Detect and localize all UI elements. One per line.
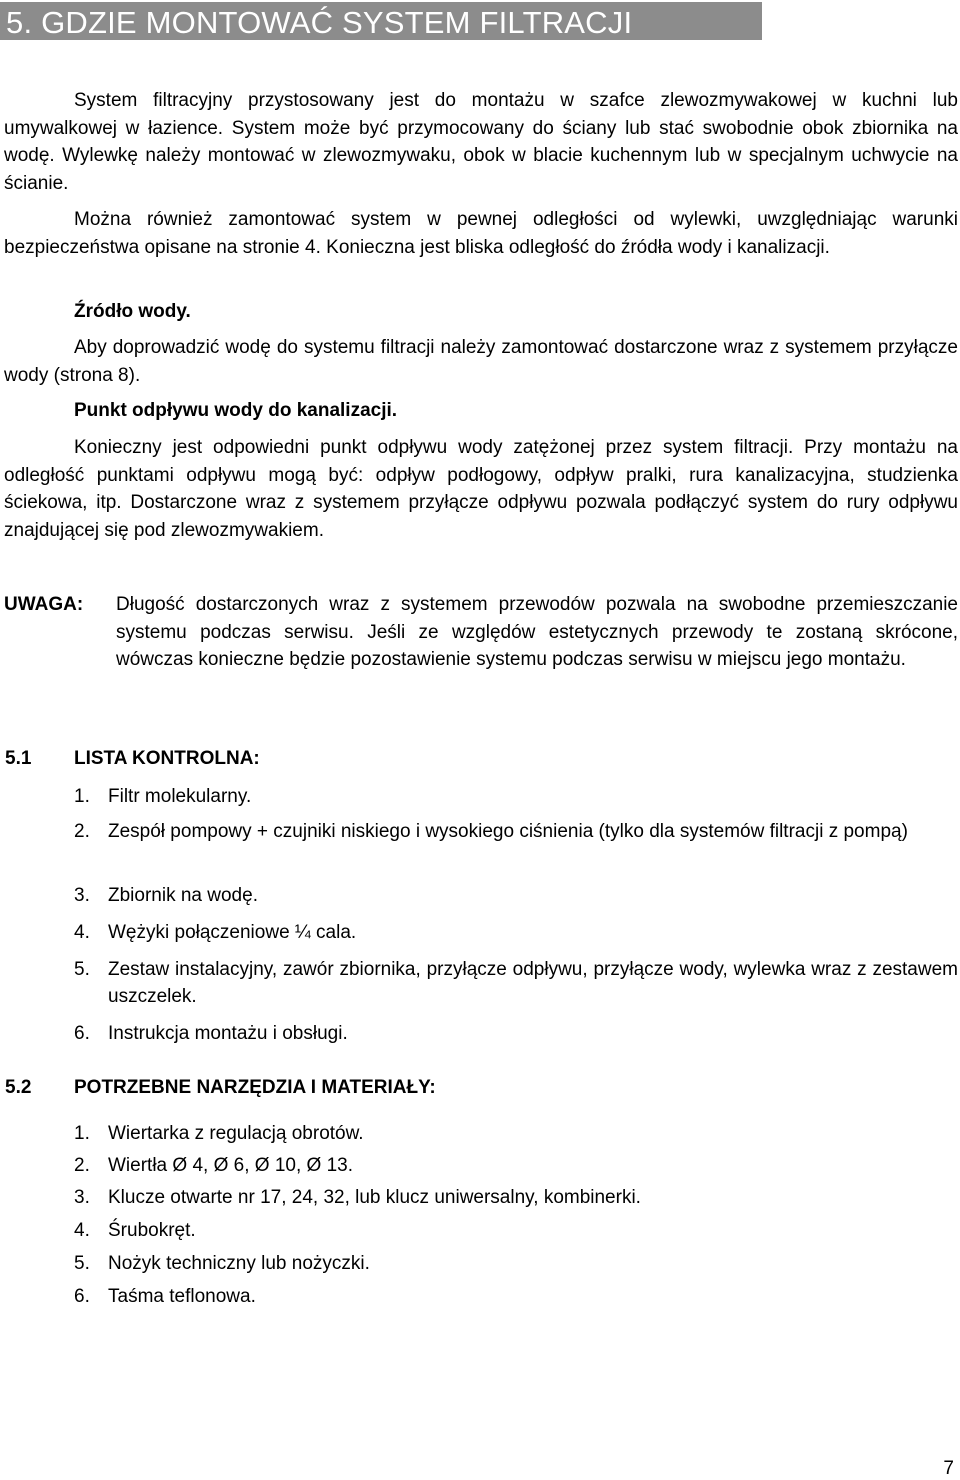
tools-item-text: Klucze otwarte nr 17, 24, 32, lub klucz uniwersalny, kombinerki. <box>108 1187 641 1208</box>
checklist-item-number: 5. <box>74 959 90 980</box>
checklist-item-number: 2. <box>74 821 90 842</box>
checklist-item-text: Wężyki połączeniowe ¼ cala. <box>108 922 357 943</box>
tools-item-number: 4. <box>74 1220 90 1241</box>
tools-item-text: Śrubokręt. <box>108 1220 196 1241</box>
tools-item-text: Wiertarka z regulacją obrotów. <box>108 1123 364 1144</box>
checklist-item-text: Filtr molekularny. <box>108 786 252 807</box>
paragraph-drain-point: Konieczny jest odpowiedni punkt odpływu wody zatężonej przez system filtracji. Przy montażu na odległość punktami odpływu mogą być: odpływ podłogowy, odpływ pralki, rura kanalizacyjna, studzienka ściekowa, itp. Dostarczone wraz z systemem przyłącze odpływu pozwala podłączyć system do rury odpływu znajdującej się pod zlewozmywakiem. <box>4 437 958 541</box>
section-number-tools: 5.2 <box>5 1077 32 1098</box>
section-number-checklist: 5.1 <box>5 748 32 769</box>
heading-drain-point: Punkt odpływu wody do kanalizacji. <box>74 400 398 421</box>
checklist-item-text: Zespół pompowy + czujniki niskiego i wysokiego ciśnienia (tylko dla systemów filtracji z pompą) <box>108 821 908 842</box>
page-number: 7 <box>943 1458 954 1479</box>
tools-item-text: Nożyk techniczny lub nożyczki. <box>108 1253 370 1274</box>
section-header-title: 5. GDZIE MONTOWAĆ SYSTEM FILTRACJI <box>6 5 633 40</box>
checklist-item-number: 1. <box>74 786 90 807</box>
checklist-item-number: 4. <box>74 922 90 943</box>
tools-item-number: 6. <box>74 1286 90 1307</box>
tools-item-number: 2. <box>74 1155 90 1176</box>
section-header-bar <box>0 2 762 40</box>
warning-label: UWAGA: <box>4 594 84 615</box>
warning-text: Długość dostarczonych wraz z systemem przewodów pozwala na swobodne przemieszczanie systemu podczas serwisu. Jeśli ze względów estetycznych przewody te zostaną skrócone, wówczas konieczne będzie pozostawienie systemu podczas serwisu w miejscu jego montażu. <box>116 594 958 670</box>
checklist-item-text: Instrukcja montażu i obsługi. <box>108 1023 348 1044</box>
heading-water-source: Źródło wody. <box>74 301 191 322</box>
checklist-item-text: Zbiornik na wodę. <box>108 885 258 906</box>
tools-item-number: 1. <box>74 1123 90 1144</box>
tools-item-number: 3. <box>74 1187 90 1208</box>
tools-item-text: Wiertła Ø 4, Ø 6, Ø 10, Ø 13. <box>108 1155 353 1176</box>
tools-item-text: Taśma teflonowa. <box>108 1286 256 1307</box>
section-title-checklist: LISTA KONTROLNA: <box>74 748 260 769</box>
paragraph-water-source: Aby doprowadzić wodę do systemu filtracji należy zamontować dostarczone wraz z systemem przyłącze wody (strona 8). <box>4 337 958 386</box>
section-title-tools: POTRZEBNE NARZĘDZIA I MATERIAŁY: <box>74 1077 436 1098</box>
checklist-item-number: 3. <box>74 885 90 906</box>
paragraph-installation-location: System filtracyjny przystosowany jest do montażu w szafce zlewozmywakowej w kuchni lub umywalkowej w łazience. System może być przymocowany do ściany lub stać swobodnie obok zbiornika na wodę. Wylewkę należy montować w zlewozmywaku, obok w blacie kuchennym lub w specjalnym uchwycie na ścianie. <box>4 90 958 194</box>
paragraph-distance-from-spout: Można również zamontować system w pewnej odległości od wylewki, uwzględniając warunki bezpieczeństwa opisane na stronie 4. Konieczna jest bliska odległość do źródła wody i kanalizacji. <box>4 209 958 258</box>
checklist-item-text: Zestaw instalacyjny, zawór zbiornika, przyłącze odpływu, przyłącze wody, wylewka wraz z zestawem uszczelek. <box>108 959 958 1007</box>
tools-item-number: 5. <box>74 1253 90 1274</box>
checklist-item-number: 6. <box>74 1023 90 1044</box>
